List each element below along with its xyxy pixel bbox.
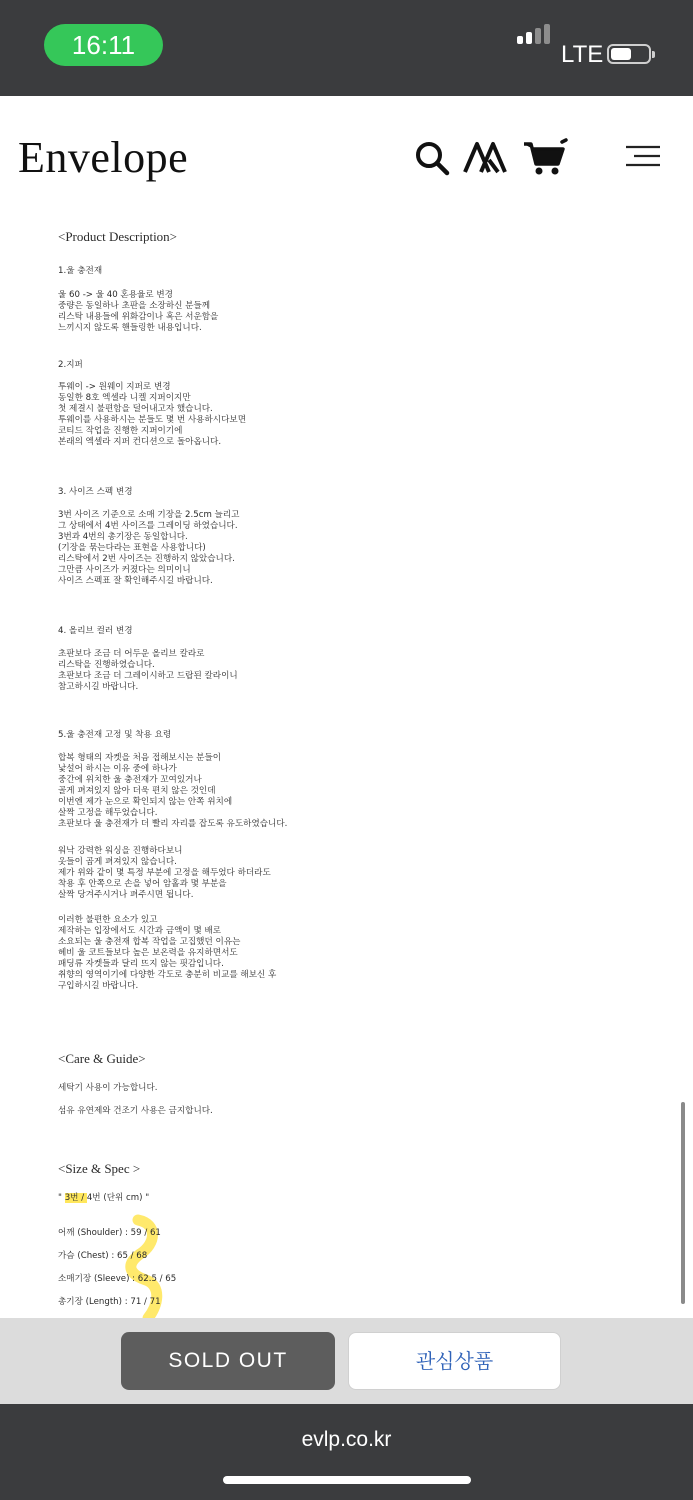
text-line: 초판보다 조금 더 어두운 올리브 칼라로: [58, 649, 205, 659]
text-line: 구입하시길 바랍니다.: [58, 981, 139, 991]
size-highlight: 3번: [64, 1193, 79, 1203]
text-line: 울 60 -> 울 40 혼용율로 변경: [58, 290, 173, 300]
wishlist-button[interactable]: 관심상품: [348, 1332, 561, 1390]
text-line: 옷들이 곱게 펴져있지 않습니다.: [58, 857, 177, 867]
spec-row: 가슴 (Chest) : 65 / 68: [58, 1251, 148, 1261]
text-line: 합복 형태의 자켓을 처음 접해보시는 분들이: [58, 753, 222, 763]
text-line: 헤비 울 코트들보다 높은 보온력을 유지하면서도: [58, 948, 238, 958]
text-line: 그 상태에서 4번 사이즈를 그레이딩 하였습니다.: [58, 521, 238, 531]
text-line: 낯설어 하시는 이유 중에 하나가: [58, 764, 177, 774]
text-line: 제작하는 입장에서도 시간과 금액이 몇 배로: [58, 926, 222, 936]
care-heading: <Care & Guide>: [58, 1051, 146, 1066]
text-line: 중량은 동일하나 초판을 소장하신 분들께: [58, 301, 211, 311]
description-heading: <Product Description>: [58, 229, 178, 244]
spec-row: 소매기장 (Sleeve) : 62.5 / 65: [58, 1274, 177, 1284]
text-line: 리스탁을 진행하였습니다.: [58, 660, 155, 670]
text-line: 골게 펴져있지 않아 더욱 편치 않은 것인데: [58, 786, 216, 796]
browser-bar: [0, 1404, 693, 1500]
text-line: 소요되는 울 충전재 합복 작업을 고집했던 이유는: [58, 937, 241, 947]
text-line: 이번엔 제가 눈으로 확인되지 않는 안쪽 위치에: [58, 797, 233, 807]
menu-icon[interactable]: [624, 144, 662, 168]
account-icon[interactable]: [462, 140, 514, 174]
site-logo[interactable]: Envelope: [18, 133, 189, 182]
spec-heading: <Size & Spec >: [58, 1161, 141, 1176]
scrollbar[interactable]: [681, 1102, 685, 1304]
section-title: 3. 사이즈 스펙 변경: [58, 487, 133, 497]
text-line: (기장을 묶는다라는 표현을 사용합니다): [58, 543, 206, 553]
search-icon[interactable]: [414, 140, 450, 176]
section-title: 4. 올리브 컬러 변경: [58, 626, 133, 636]
url-display[interactable]: evlp.co.kr: [301, 1428, 392, 1451]
text-line: 착용 후 안쪽으로 손을 넣어 암홀과 몇 부분을: [58, 879, 227, 889]
text-line: 3번과 4번의 총기장은 동일합니다.: [58, 532, 188, 542]
text-line: 리스탁에서 2번 사이즈는 진행하지 않았습니다.: [58, 554, 235, 564]
home-indicator[interactable]: [223, 1476, 471, 1484]
status-bar: [0, 0, 693, 92]
text-line: 리스탁 내용들에 위화감이나 혹은 서운함을: [58, 312, 219, 322]
section-title: 1.울 충전재: [58, 266, 103, 276]
section-title: 2.지퍼: [58, 360, 83, 370]
spec-size-line: " 3번 / 4번 (단위 cm) ": [58, 1193, 150, 1203]
web-page: [0, 96, 693, 1404]
status-time: 16:11: [44, 24, 163, 66]
text-line: 사이즈 스펙표 잘 확인해주시길 바랍니다.: [58, 576, 213, 586]
text-line: 초판보다 울 충전재가 더 빨리 자리를 잡도록 유도하였습니다.: [58, 819, 288, 829]
action-bar: [0, 1318, 693, 1404]
text-line: 초판보다 조금 더 그레이시하고 드랍된 칼라이니: [58, 671, 238, 681]
text-line: 워낙 강력한 워싱을 진행하다보니: [58, 846, 183, 856]
spec-row: 총기장 (Length) : 71 / 71: [58, 1297, 161, 1307]
text-line: 중간에 위치한 울 충전재가 꼬여있거나: [58, 775, 202, 785]
text-line: 투웨이 -> 원웨이 지퍼로 변경: [58, 382, 171, 392]
text-line: 살짝 고정을 해두었습니다.: [58, 808, 158, 818]
text-line: 3번 사이즈 기준으로 소매 기장을 2.5cm 늘리고: [58, 510, 240, 520]
text-line: 제가 위와 같이 몇 특정 부분에 고정을 해두었다 하더라도: [58, 868, 271, 878]
text-line: 살짝 당겨주시거나 펴주시면 됩니다.: [58, 890, 194, 900]
battery-icon: [607, 44, 651, 64]
section-title: 5.울 충전재 고정 및 착용 요령: [58, 730, 172, 740]
text-line: 이러한 불편한 요소가 있고: [58, 915, 158, 925]
sold-out-button[interactable]: SOLD OUT: [121, 1332, 335, 1390]
text-line: 느끼시지 않도록 핸들링한 내용입니다.: [58, 323, 202, 333]
text-line: 패딩류 자켓들과 달리 뜨지 않는 핏감입니다.: [58, 959, 224, 969]
cart-icon[interactable]: [522, 138, 568, 176]
care-line: 섬유 유연제와 건조기 사용은 금지합니다.: [58, 1106, 213, 1116]
text-line: 그만큼 사이즈가 커졌다는 의미이니: [58, 565, 191, 575]
care-line: 세탁기 사용이 가능합니다.: [58, 1083, 158, 1093]
spec-row: 어깨 (Shoulder) : 59 / 61: [58, 1228, 161, 1238]
text-line: 투웨이를 사용하시는 분들도 몇 번 사용하시다보면: [58, 415, 246, 425]
text-line: 참고하시길 바랍니다.: [58, 682, 139, 692]
network-label: LTE: [561, 41, 604, 68]
text-line: 취향의 영역이기에 다양한 각도로 충분히 비교를 해보신 후: [58, 970, 277, 980]
site-header: [0, 96, 693, 218]
text-line: 첫 제결시 불편함을 덜어내고자 했습니다.: [58, 404, 213, 414]
text-line: 코티드 작업을 진행한 지퍼이기에: [58, 426, 183, 436]
text-line: 본래의 엑셀라 지퍼 컨디션으로 돌아옵니다.: [58, 437, 222, 447]
text-line: 동일한 8호 엑셀라 니켈 지퍼이지만: [58, 393, 191, 403]
